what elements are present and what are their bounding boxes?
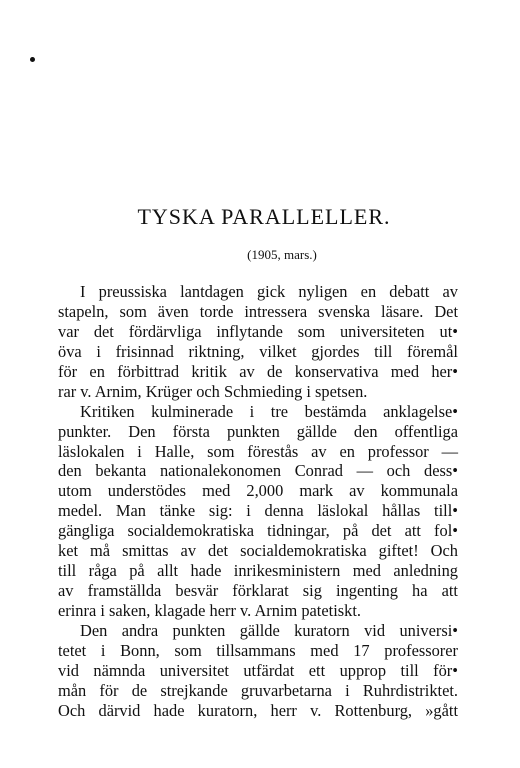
text-line: till råga på allt hade inrikesministern med anledning: [58, 561, 458, 581]
body-text: [58, 282, 458, 721]
text-line: Och därvid hade kuratorn, herr v. Rottenburg, »gått: [58, 700, 458, 720]
chapter-title: TYSKA PARALLELLER.: [137, 204, 391, 229]
text-line: den bekanta nationalekonomen Conrad — och dess•: [58, 461, 458, 481]
text-line: var det fördärvliga inflytande som universiteten ut•: [58, 321, 458, 341]
text-line: mån för de strejkande gruvarbetarna i Ruhrdistriktet.: [58, 680, 458, 700]
text-line: läslokalen i Halle, som förestås av en professor —: [58, 441, 458, 461]
text-line: stapeln, som även torde intressera svenska läsare. Det: [58, 301, 458, 321]
text-line: erinra i saken, klagade herr v. Arnim patetiskt.: [58, 601, 361, 620]
text-line: I preussiska lantdagen gick nyligen en debatt av: [80, 282, 458, 301]
text-line: tetet i Bonn, som tillsammans med 17 professorer: [58, 640, 458, 660]
text-line: ket må smittas av det socialdemokratiska giftet! Och: [58, 541, 458, 561]
text-line: utom understödes med 2,000 mark av kommunala: [58, 481, 458, 501]
chapter-date: (1905, mars.): [247, 247, 317, 262]
text-line: gängliga socialdemokratiska tidningar, på det att fol•: [58, 521, 458, 541]
text-line: punkter. Den första punkten gällde den offentliga: [58, 421, 458, 441]
margin-dot: [30, 57, 35, 62]
text-line: öva i frisinnad riktning, vilket gjordes till föremål: [58, 341, 458, 361]
text-line: för en förbittrad kritik av de konservativa med her•: [58, 361, 458, 381]
text-line: Den andra punkten gällde kuratorn vid universi•: [80, 620, 458, 640]
text-line: medel. Man tänke sig: i denna läslokal hållas till•: [58, 501, 458, 521]
text-line: av framställda besvär förklarat sig ingenting ha att: [58, 581, 458, 601]
text-line: vid nämnda universitet utfärdat ett upprop till för•: [58, 660, 458, 680]
text-line: rar v. Arnim, Krüger och Schmieding i spetsen.: [58, 381, 368, 401]
text-line: Kritiken kulminerade i tre bestämda anklagelse•: [80, 401, 458, 421]
